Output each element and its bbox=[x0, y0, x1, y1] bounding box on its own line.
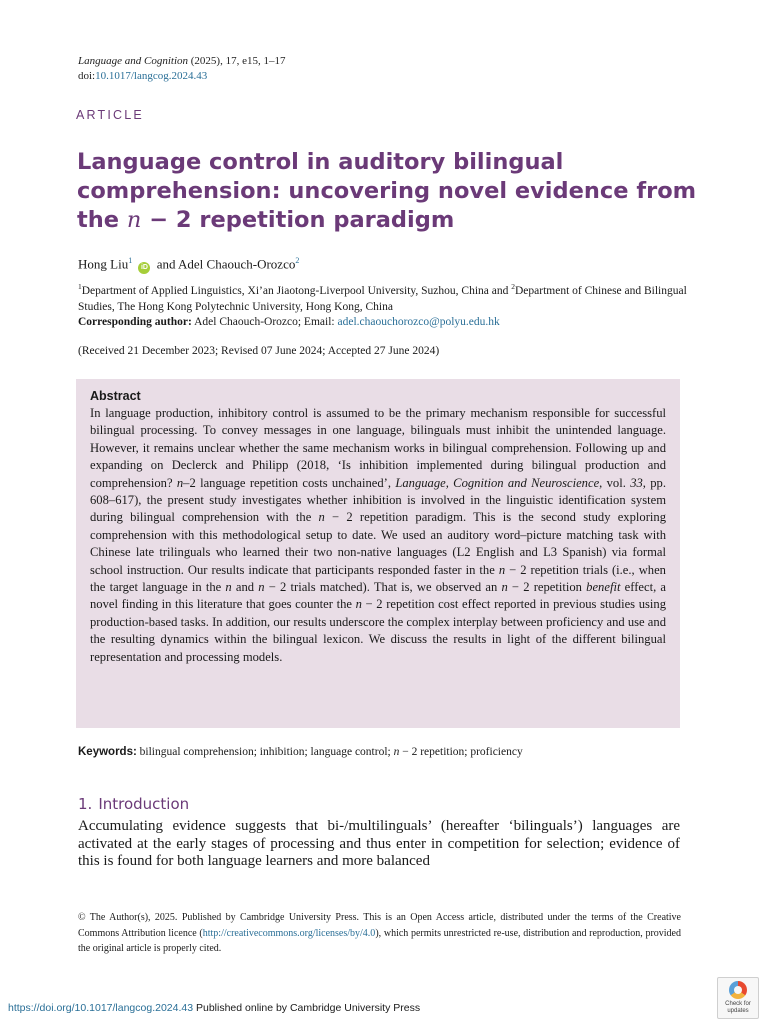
keywords bbox=[78, 745, 523, 760]
license-text: © The Author(s), 2025. Published by Cambridge University Press. This is an Open Access article, distributed under the terms of the Creative Commons Attribution licence ( bbox=[78, 912, 681, 939]
keywords-text: bilingual comprehension; inhibition; language control; bbox=[136, 746, 394, 758]
abstract-italic-n: n bbox=[501, 580, 508, 595]
crossmark-icon bbox=[729, 981, 747, 999]
abstract-cited-volume: 33 bbox=[630, 475, 643, 490]
abstract-text bbox=[90, 405, 666, 666]
abstract-part: , vol. bbox=[599, 475, 631, 490]
email-link[interactable]: adel.chaouchorozco@polyu.edu.hk bbox=[337, 316, 500, 329]
title-line-2: comprehension: uncovering novel evidence from bbox=[77, 178, 697, 204]
author-list bbox=[78, 252, 299, 274]
abstract-part: − 2 repetition paradigm. This is the second study exploring comprehension with this methodological setup to date. We used an auditory word–picture matching task with Chinese late trilinguals who learned their two non-native languages (L2 English and L3 Spanish) via formal school instruction. Our results indicate that participants responded faster in the bbox=[90, 510, 666, 577]
abstract-italic-n: n bbox=[498, 562, 506, 577]
badge-line-1: Check for bbox=[725, 1001, 751, 1007]
abstract-part: − 2 repetition bbox=[507, 580, 587, 595]
license-text: ), which permits unrestricted re-use, distribution and reproduction, provided the original article is properly cited. bbox=[78, 927, 681, 954]
author-conjunction: and bbox=[153, 256, 179, 272]
article-type-label: ARTICLE bbox=[76, 108, 144, 122]
abstract-part: , pp. 608–617), the present study investigates whether inhibition is involved in the linguistic identification system during bilingual comprehension with the bbox=[90, 475, 667, 525]
orcid-icon[interactable]: iD bbox=[138, 262, 150, 274]
title-line-3-a: the bbox=[77, 207, 127, 233]
journal-header bbox=[78, 54, 285, 84]
license-link[interactable]: http://creativecommons.org/licenses/by/4.0 bbox=[202, 927, 376, 939]
abstract-heading: Abstract bbox=[90, 389, 141, 403]
journal-citation: (2025), 17, e15, 1–17 bbox=[188, 55, 286, 67]
footer-doi-link[interactable]: https://doi.org/10.1017/langcog.2024.43 bbox=[8, 1002, 194, 1014]
journal-name: Language and Cognition bbox=[78, 55, 189, 67]
doi-prefix: doi: bbox=[78, 70, 96, 82]
corresponding-author-label: Corresponding author: bbox=[78, 316, 192, 329]
author-1-name[interactable]: Hong Liu bbox=[78, 256, 129, 272]
article-title bbox=[77, 148, 697, 235]
section-title: Introduction bbox=[98, 795, 190, 813]
author-1-affil-sup: 1 bbox=[128, 256, 133, 265]
badge-line-2: updates bbox=[727, 1008, 749, 1014]
keywords-italic-n: n bbox=[393, 746, 400, 758]
keywords-label: Keywords: bbox=[78, 746, 137, 758]
license-notice bbox=[78, 910, 681, 957]
abstract-part: − 2 repetition cost effect reported in previous studies using production-based tasks. In addition, our results underscore the complex interplay between proficiency and use and the resulting dynamics within the bilingual lexicon. We discuss the results in light of the different bilingual representation and processing models. bbox=[90, 597, 666, 664]
footer-published: Published online by Cambridge University Press bbox=[193, 1002, 421, 1014]
title-line-3 bbox=[77, 206, 697, 235]
title-italic-n: n bbox=[126, 207, 142, 233]
corresponding-author-text: Adel Chaouch-Orozco; Email: bbox=[191, 316, 338, 329]
affil-2-text: Department of Chinese and Bilingual Studies, The Hong Kong Polytechnic University, Hong Kong, China bbox=[78, 284, 687, 313]
affil-1-text: Department of Applied Linguistics, Xi’an Jiaotong-Liverpool University, Suzhou, China and bbox=[81, 284, 512, 297]
abstract-italic-n: n bbox=[318, 510, 325, 525]
abstract-italic-benefit: benefit bbox=[586, 580, 621, 595]
badge-label bbox=[718, 1001, 758, 1015]
abstract-italic-n: n bbox=[355, 597, 362, 612]
author-2-name[interactable]: Adel Chaouch-Orozco bbox=[178, 256, 296, 272]
page-footer bbox=[8, 1002, 420, 1014]
abstract-italic-n: n bbox=[258, 580, 265, 595]
abstract-part: effect, a novel finding in this literature that goes counter the bbox=[90, 580, 666, 612]
affil-2-sup: 2 bbox=[511, 282, 515, 291]
check-for-updates-badge[interactable] bbox=[717, 977, 759, 1019]
title-line-3-b: − 2 repetition paradigm bbox=[141, 207, 455, 233]
section-heading bbox=[78, 795, 195, 813]
abstract-part: − 2 repetition trials (i.e., when the target language in the bbox=[90, 562, 666, 595]
section-number: 1. bbox=[78, 795, 93, 813]
abstract-part: –2 language repetition costs unchained’, bbox=[183, 475, 396, 490]
affil-1-sup: 1 bbox=[78, 282, 82, 291]
abstract-part: In language production, inhibitory control is assumed to be the primary mechanism responsible for successful bilingual processing. To convey messages in one language, bilinguals must inhibit the unintended language. However, it remains unclear whether the same mechanism works in bilingual comprehension. Following up and expanding on Declerck and Philipp (2018, ‘Is inhibition implemented during bilingual production and comprehension? bbox=[90, 406, 666, 490]
doi-link[interactable]: 10.1017/langcog.2024.43 bbox=[95, 70, 208, 82]
abstract-part: − 2 trials matched). That is, we observed an bbox=[264, 580, 502, 595]
intro-paragraph: Accumulating evidence suggests that bi-/multilinguals’ (hereafter ‘bilinguals’) languages are activated at the early stages of processing and thus enter in competition for selection; evidence of this is found for both language learners and more balanced bbox=[78, 818, 680, 870]
abstract-italic-n: n bbox=[225, 580, 232, 595]
received-dates: (Received 21 December 2023; Revised 07 June 2024; Accepted 27 June 2024) bbox=[78, 345, 440, 357]
title-line-1: Language control in auditory bilingual bbox=[77, 149, 564, 175]
abstract-cited-journal: Language, Cognition and Neuroscience bbox=[395, 475, 600, 490]
abstract-part: and bbox=[231, 580, 259, 595]
keywords-text: − 2 repetition; proficiency bbox=[399, 746, 523, 758]
abstract-italic-n: n bbox=[176, 475, 184, 490]
affiliations bbox=[78, 279, 688, 331]
author-2-affil-sup: 2 bbox=[295, 256, 300, 265]
